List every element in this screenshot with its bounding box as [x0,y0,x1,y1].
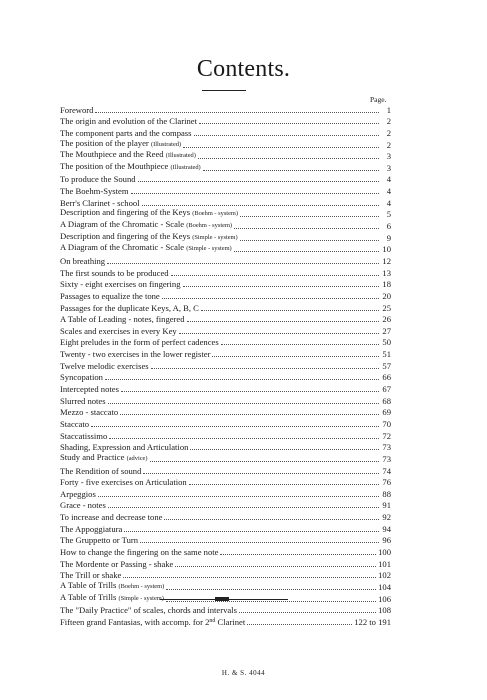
toc-entry-title: The Gruppetto or Turn [60,535,139,546]
dot-leader [108,507,379,508]
toc-entry-page: 4 [386,197,391,208]
toc-entry [60,138,391,150]
dot-leader [240,240,379,241]
toc-entry [60,522,391,534]
dot-leader [183,147,379,148]
toc-entry-page: 25 [382,302,391,313]
dot-leader [183,286,379,287]
toc-entry [60,534,391,546]
toc-entry-title: The Mouthpiece and the Reed (Illustrated) [60,149,196,160]
dot-leader [98,496,379,497]
toc-entry-page: 101 [378,558,391,569]
toc-entry-title: Intercepted notes [60,384,119,395]
toc-entry-title: A Diagram of the Chromatic - Scale (Boehm - system) [60,219,233,230]
dot-leader [199,123,379,124]
toc-entry [60,557,391,569]
toc-entry [60,382,391,394]
toc-entry-page: 27 [382,325,391,336]
toc-entry-page: 2 [386,116,391,127]
toc-entry [60,406,391,418]
dot-leader [109,438,379,439]
dot-leader [164,519,379,520]
toc-entry-title: Description and fingering of the Keys (Simple - system) [60,230,238,241]
toc-entry [60,615,391,627]
dot-leader [201,310,379,311]
toc-entry-page: 51 [382,349,391,360]
toc-entry [60,499,391,511]
toc-entry [60,219,391,231]
toc-entry-page: 102 [378,570,391,581]
dot-leader [138,181,379,182]
toc-entry [60,510,391,522]
dot-leader [121,391,379,392]
toc-entry-title: Eight preludes in the form of perfect cadences [60,337,219,348]
toc-entry-page: 88 [382,488,391,499]
dot-leader [234,251,379,252]
toc-entry [60,173,391,185]
dot-leader [142,205,379,206]
toc-entry [60,208,391,220]
toc-entry [60,429,391,441]
dot-leader [108,403,379,404]
toc-entry-title: How to change the fingering on the same note [60,546,219,557]
dot-leader [187,321,379,322]
toc-entry-title: The Mordente or Passing - shake [60,558,174,569]
dot-leader [247,624,352,625]
contents-list [60,103,391,627]
toc-entry [60,441,391,453]
dot-leader [151,368,379,369]
toc-entry-page: 2 [386,127,391,138]
dot-leader [203,170,379,171]
dot-leader [171,275,379,276]
dot-leader [212,356,379,357]
toc-entry-title: Study and Practice (advice) [60,451,148,462]
toc-entry-note: (Simple - system) [192,233,238,241]
dot-leader [95,112,379,113]
toc-entry-title: The Boehm-System [60,186,129,197]
toc-entry-page: 4 [386,186,391,197]
toc-entry [60,464,391,476]
toc-entry-title: Syncopation [60,372,103,383]
toc-entry-title: Shading, Expression and Articulation [60,442,189,453]
toc-entry-note: (Simple - system) [118,594,164,602]
toc-entry-page: 68 [382,395,391,406]
toc-entry [60,371,391,383]
toc-entry-title: Mezzo - staccato [60,407,119,418]
dot-leader [194,135,380,136]
toc-entry-title: Description and fingering of the Keys (Boehm - system) [60,207,239,218]
toc-entry [60,569,391,581]
toc-entry-note: (Illustrated) [170,163,201,171]
toc-entry [60,103,391,115]
toc-entry [60,126,391,138]
toc-entry [60,196,391,208]
toc-entry-page: 67 [382,384,391,395]
dot-leader [198,158,379,159]
dot-leader [179,333,379,334]
toc-entry [60,161,391,173]
toc-entry-note: (Boehm - system) [192,210,239,218]
toc-entry-page: 73 [382,442,391,453]
toc-entry [60,266,391,278]
toc-entry-page: 106 [378,593,391,604]
toc-entry-title: Fifteen grand Fantasias, with accomp. for 2nd Clarinet [60,616,246,627]
dot-leader [143,473,379,474]
dot-leader [105,379,379,380]
toc-entry-title: The component parts and the compass [60,127,192,138]
toc-entry-title: The Appoggiatura [60,523,123,534]
toc-entry [60,301,391,313]
toc-entry-page: 50 [382,337,391,348]
toc-entry [60,580,391,592]
toc-entry-title: The first sounds to be produced [60,267,169,278]
toc-entry-title: To produce the Sound [60,174,136,185]
toc-entry-title: A Table of Trills (Simple - system) [60,591,164,602]
toc-entry [60,359,391,371]
toc-entry-page: 94 [382,523,391,534]
dot-leader [175,566,376,567]
toc-entry-title: A Table of Leading - notes, fingered [60,314,185,325]
toc-entry [60,324,391,336]
dot-leader [190,449,379,450]
toc-entry-title: A Table of Trills (Boehm - system) [60,579,165,590]
toc-entry-title: Scales and exercises in every Key [60,325,177,336]
toc-entry [60,243,391,255]
toc-entry [60,347,391,359]
toc-entry-page: 1 [386,104,391,115]
toc-entry-note: (Simple - system) [186,245,232,253]
toc-entry-page: 3 [386,151,391,162]
toc-entry-page: 100 [378,546,391,557]
toc-entry-page: 122 to 191 [354,616,391,627]
toc-entry-page: 26 [382,314,391,325]
toc-entry-page: 6 [386,221,391,232]
toc-entry-page: 74 [382,465,391,476]
toc-entry-title: The origin and evolution of the Clarinet [60,116,197,127]
toc-entry-title: Staccato [60,418,90,429]
toc-entry [60,545,391,557]
toc-entry-page: 66 [382,372,391,383]
toc-entry-page: 12 [382,255,391,266]
toc-entry-title: Forty - five exercises on Articulation [60,477,187,488]
toc-entry-title: The Rendition of sound [60,465,142,476]
toc-entry-page: 69 [382,407,391,418]
toc-entry-page: 20 [382,290,391,301]
title-rule [202,90,246,91]
toc-entry-page: 108 [378,605,391,616]
page-title: Contents. [196,56,291,82]
dot-leader [140,542,379,543]
toc-entry-title: The "Daily Practice" of scales, chords and intervals [60,605,237,616]
dot-leader [240,216,379,217]
dot-leader [150,461,379,462]
toc-entry-page: 13 [382,267,391,278]
toc-entry-title: The position of the player (Illustrated) [60,137,182,148]
toc-entry-title: The position of the Mouthpiece (Illustrated) [60,160,201,171]
toc-entry-page: 92 [382,512,391,523]
toc-entry-note: (advice) [126,454,148,462]
toc-entry-title: Slurred notes [60,395,106,406]
toc-entry [60,289,391,301]
toc-entry-page: 72 [382,430,391,441]
plate-number: H. & S. 4044 [221,669,266,677]
page-column-header: Page. [370,95,387,104]
dot-leader [166,589,376,590]
toc-entry-title: Staccatissimo [60,430,108,441]
toc-entry-note: (Illustrated) [150,140,182,148]
toc-entry-note: (Illustrated) [165,152,196,160]
toc-entry-title: The Trill or shake [60,570,122,581]
dot-leader [120,414,379,415]
dot-leader [124,531,379,532]
toc-entry [60,452,391,464]
toc-entry-page: 73 [382,453,391,464]
toc-entry-page: 4 [386,174,391,185]
dot-leader [166,601,376,602]
toc-entry-page: 10 [382,244,391,255]
toc-entry-note: (Boehm - system) [186,222,233,230]
toc-entry [60,254,391,266]
dot-leader [162,298,379,299]
dot-leader [131,193,379,194]
dot-leader [221,344,379,345]
toc-entry-title: Twelve melodic exercises [60,360,149,371]
dot-leader [123,577,376,578]
toc-entry [60,231,391,243]
toc-entry-title: Passages to equalize the tone [60,290,160,301]
toc-entry-title: Sixty - eight exercises on fingering [60,279,181,290]
dot-leader [91,426,379,427]
toc-entry-page: 18 [382,279,391,290]
toc-entry [60,476,391,488]
toc-entry [60,417,391,429]
toc-entry-title: Passages for the duplicate Keys, A, B, C [60,302,199,313]
toc-entry [60,604,391,616]
dot-leader [107,263,379,264]
dot-leader [234,228,379,229]
toc-entry [60,150,391,162]
toc-entry-title: Arpeggios [60,488,96,499]
toc-entry-page: 5 [386,209,391,220]
toc-entry-title: Foreword [60,104,94,115]
toc-entry-title: Grace - notes [60,500,106,511]
toc-entry-page: 76 [382,477,391,488]
toc-entry [60,487,391,499]
toc-entry-page: 96 [382,535,391,546]
toc-entry-page: 3 [386,162,391,173]
toc-entry-title: Twenty - two exercises in the lower register [60,349,211,360]
toc-entry [60,115,391,127]
toc-entry [60,394,391,406]
toc-entry-page: 70 [382,418,391,429]
toc-entry-title: To increase and decrease tone [60,512,163,523]
toc-entry [60,278,391,290]
toc-entry-page: 104 [378,581,391,592]
toc-entry-page: 91 [382,500,391,511]
ornament-icon [215,597,229,601]
dot-leader [220,554,376,555]
toc-entry [60,184,391,196]
dot-leader [239,612,376,613]
toc-entry-title: On breathing [60,255,106,266]
toc-entry-page: 2 [386,139,391,150]
toc-entry-page: 57 [382,360,391,371]
toc-entry-title: Berr's Clarinet - school [60,197,140,208]
toc-entry [60,313,391,325]
dot-leader [189,484,379,485]
toc-entry-title: A Diagram of the Chromatic - Scale (Simple - system) [60,242,232,253]
toc-entry [60,336,391,348]
toc-entry-page: 9 [386,232,391,243]
toc-entry-note: (Boehm - system) [118,582,165,590]
